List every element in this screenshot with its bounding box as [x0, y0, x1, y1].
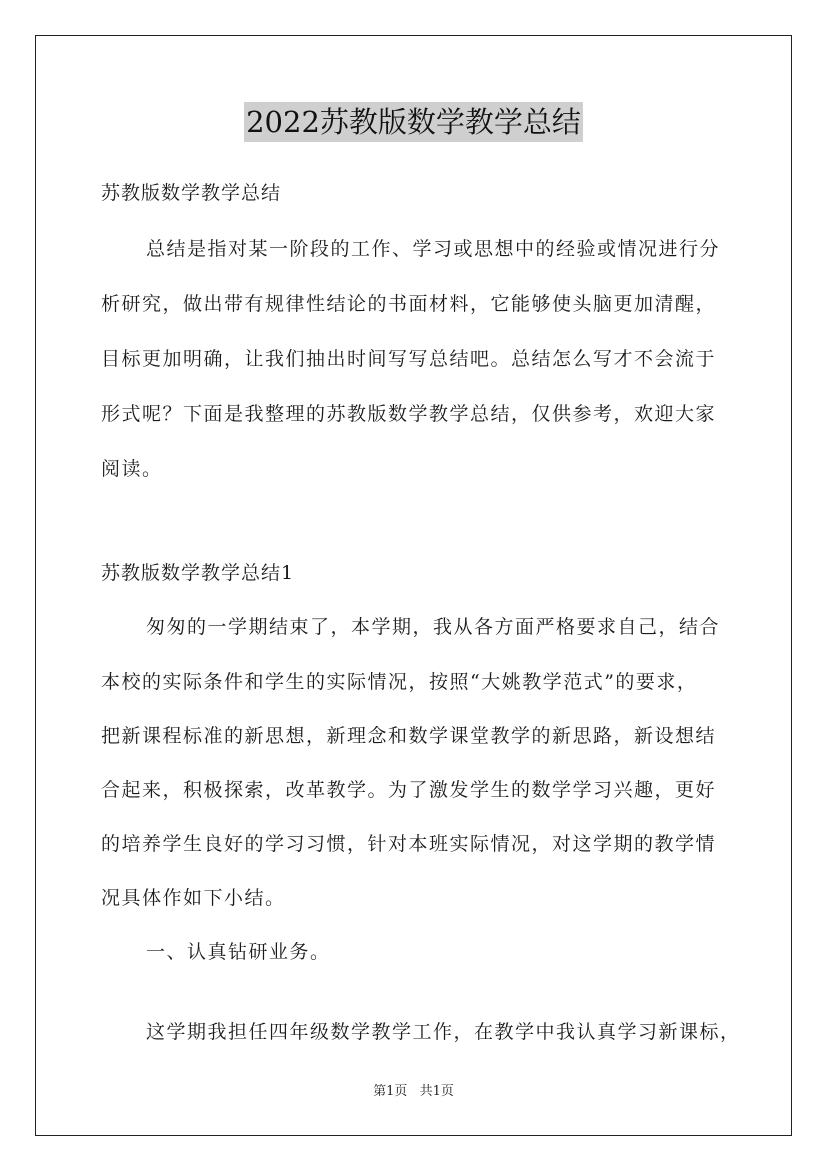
paragraph-line: 总结是指对某一阶段的工作、学习或思想中的经验或情况进行分: [146, 238, 721, 260]
paragraph-line: 合起来，积极探索，改革教学。为了激发学生的数学学习兴趣，更好: [101, 779, 717, 801]
paragraph-line: 阅读。: [101, 458, 163, 480]
title-container: [0, 102, 827, 142]
page-total: 共1页: [419, 1084, 454, 1099]
paragraph-line: 把新课程标准的新思想，新理念和数学课堂教学的新思路，新设想结: [101, 725, 717, 747]
subheading: 苏教版数学教学总结: [101, 182, 282, 204]
page-number: 第1页: [373, 1084, 408, 1099]
paragraph-line: 的培养学生良好的学习习惯，针对本班实际情况，对这学期的教学情: [101, 833, 717, 855]
document-title: 2022苏教版数学教学总结: [244, 102, 583, 142]
paragraph-line: 匆匆的一学期结束了，本学期，我从各方面严格要求自己，结合: [146, 616, 721, 638]
paragraph-line: 析研究，做出带有规律性结论的书面材料，它能够使头脑更加清醒，: [101, 293, 717, 315]
page-footer: [0, 1083, 827, 1101]
paragraph-line: 况具体作如下小结。: [101, 887, 286, 909]
paragraph-line: 这学期我担任四年级数学教学工作，在教学中我认真学习新课标，: [146, 1021, 741, 1043]
section-heading: 苏教版数学教学总结1: [101, 562, 295, 584]
item-heading: 一、认真钻研业务。: [146, 941, 331, 963]
paragraph-line: 形式呢？下面是我整理的苏教版数学教学总结，仅供参考，欢迎大家: [101, 403, 717, 425]
paragraph-line: 目标更加明确，让我们抽出时间写写总结吧。总结怎么写才不会流于: [101, 348, 717, 370]
paragraph-line: 本校的实际条件和学生的实际情况，按照“大姚教学范式”的要求，: [101, 671, 698, 693]
